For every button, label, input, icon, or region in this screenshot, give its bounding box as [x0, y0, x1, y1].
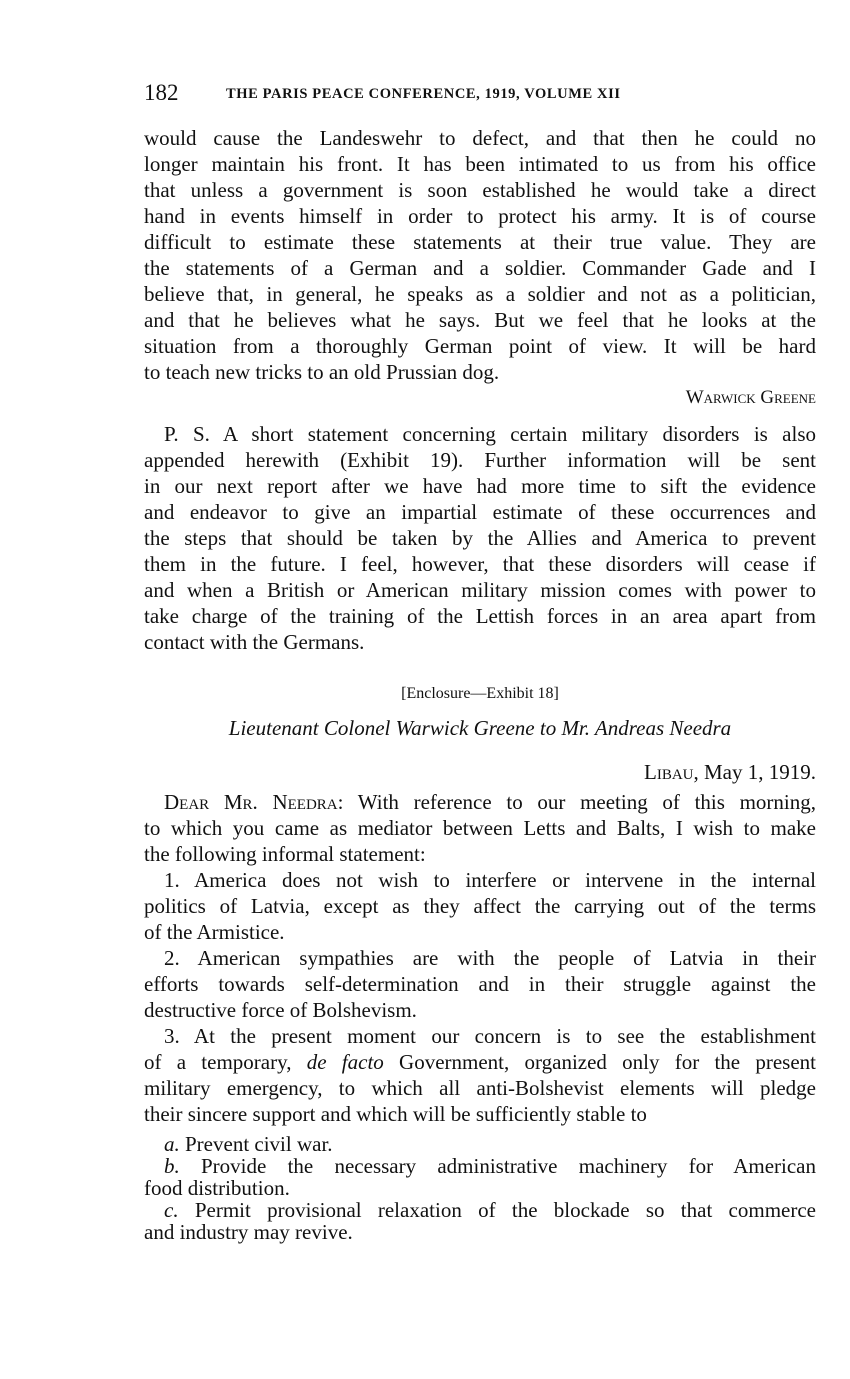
body-line: and that he believes what he says. But we feel that he looks at the [144, 308, 816, 332]
sub-item-text: Prevent civil war. [179, 1132, 333, 1156]
sub-item-letter: c. [164, 1198, 179, 1222]
sub-item-c-cont: and industry may revive. [144, 1220, 353, 1244]
opening-first: With reference to our meeting of this morning, [343, 790, 817, 814]
point-line: efforts towards self-determination and in their struggle against the [144, 972, 816, 996]
body-line: hand in events himself in order to protect his army. It is of course [144, 204, 816, 228]
point-line: politics of Latvia, except as they affect the carrying out of the terms [144, 894, 816, 918]
sub-item-b-cont: food distribution. [144, 1176, 290, 1200]
postscript-line: P. S. A short statement concerning certain military disorders is also [164, 422, 816, 446]
postscript-line: and endeavor to give an impartial estimate of these occurrences and [144, 500, 816, 524]
point-line: military emergency, to which all anti-Bolshevist elements will pledge [144, 1076, 816, 1100]
opening-line [164, 789, 816, 815]
body-line: situation from a thoroughly German point of view. It will be hard [144, 334, 816, 358]
sub-item-text: Permit provisional relaxation of the blockade so that commerce [178, 1198, 816, 1222]
enclosure-label: [Enclosure—Exhibit 18] [401, 685, 559, 702]
page-number: 182 [144, 80, 179, 105]
point-line: of the Armistice. [144, 920, 285, 944]
postscript-line: contact with the Germans. [144, 630, 365, 654]
body-line: would cause the Landeswehr to defect, and that then he could no [144, 126, 816, 150]
body-line: that unless a government is soon established he would take a direct [144, 178, 816, 202]
postscript-line: appended herewith (Exhibit 19). Further information will be sent [144, 448, 816, 472]
postscript-line: in our next report after we have had more time to sift the evidence [144, 474, 816, 498]
point-line: 2. American sympathies are with the people of Latvia in their [164, 946, 816, 970]
page-header [144, 80, 816, 110]
point-line: 3. At the present moment our concern is to see the establishment [164, 1024, 816, 1048]
sub-item-letter: a. [164, 1132, 180, 1156]
body-line: the statements of a German and a soldier. Commander Gade and I [144, 256, 816, 280]
body-line: longer maintain his front. It has been intimated to us from his office [144, 152, 816, 176]
dateline [144, 759, 816, 785]
de-facto-term: de facto [306, 1050, 384, 1074]
body-line: to teach new tricks to an old Prussian dog. [144, 360, 500, 384]
postscript-line: take charge of the training of the Lettish forces in an area apart from [144, 604, 816, 628]
sub-item-letter: b. [164, 1154, 180, 1178]
enclosure-title: Lieutenant Colonel Warwick Greene to Mr. Andreas Needra [228, 716, 732, 740]
point3-text: of a temporary, [144, 1050, 307, 1074]
signature: Warwick Greene [685, 387, 816, 408]
sub-item-text: Provide the necessary administrative machinery for American [179, 1154, 816, 1178]
dateline-date: , May 1, 1919. [693, 760, 816, 784]
dateline-place: Libau [644, 760, 694, 784]
postscript-line: the steps that should be taken by the Allies and America to prevent [144, 526, 816, 550]
body-line: believe that, in general, he speaks as a soldier and not as a politician, [144, 282, 816, 306]
opening-line: to which you came as mediator between Letts and Balts, I wish to make [144, 816, 816, 840]
point-line [144, 1049, 816, 1075]
point-line: destructive force of Bolshevism. [144, 998, 417, 1022]
postscript-line: them in the future. I feel, however, that these disorders will cease if [144, 552, 816, 576]
salutation: Dear Mr. Needra: [164, 790, 344, 814]
postscript-line: and when a British or American military mission comes with power to [144, 578, 816, 602]
opening-line: the following informal statement: [144, 842, 426, 866]
point-line: 1. America does not wish to interfere or intervene in the internal [164, 868, 816, 892]
point-line: their sincere support and which will be sufficiently stable to [144, 1102, 647, 1126]
running-title: THE PARIS PEACE CONFERENCE, 1919, VOLUME XII [226, 86, 621, 102]
point3-text: Government, organized only for the present [383, 1050, 817, 1074]
body-line: difficult to estimate these statements at their true value. They are [144, 230, 816, 254]
